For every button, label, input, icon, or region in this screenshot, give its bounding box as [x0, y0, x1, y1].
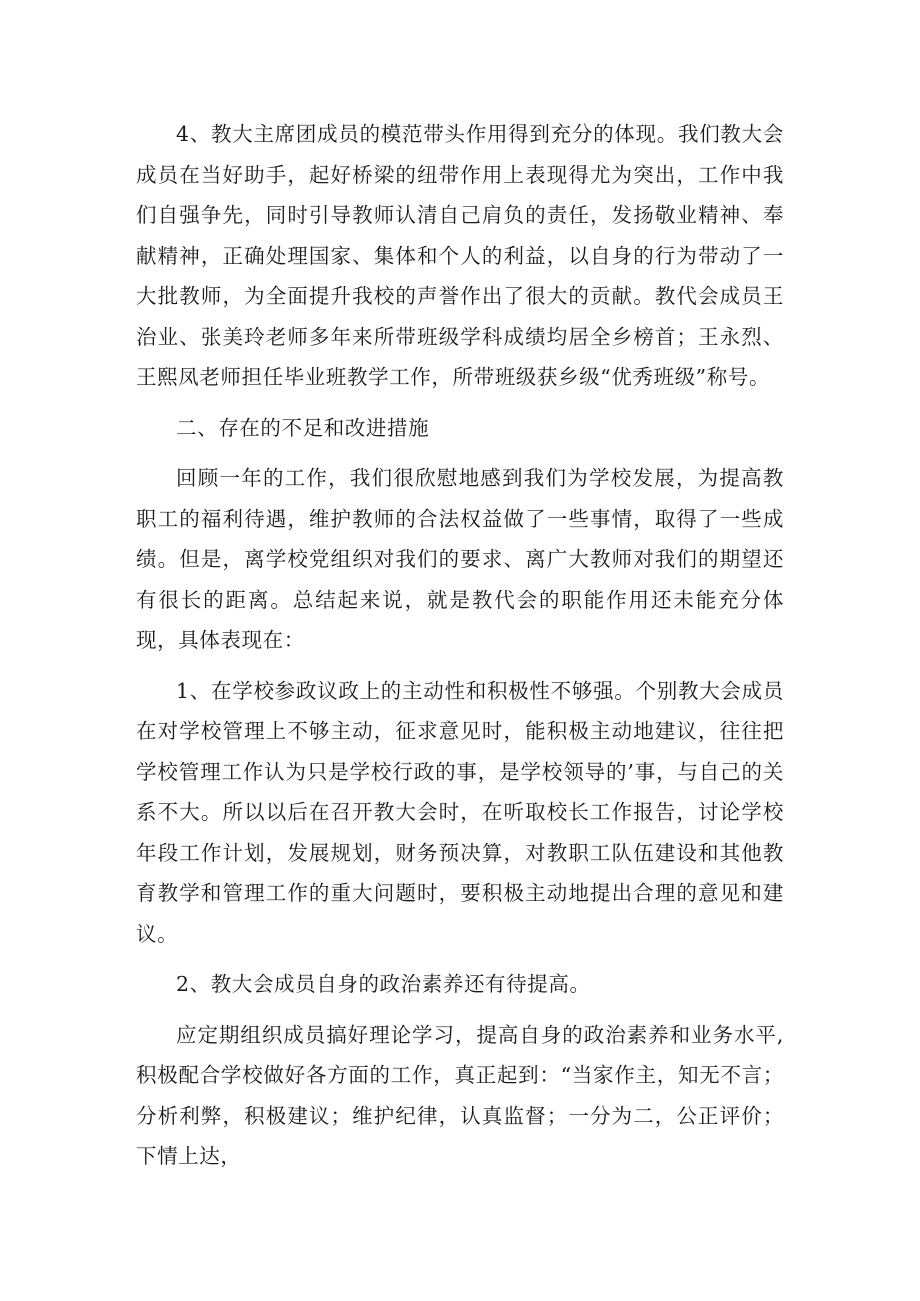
- document-body: [136, 114, 784, 1177]
- paragraph-point-2-political-literacy: 2、教大会成员自身的政治素养还有待提高。: [176, 972, 591, 996]
- paragraph-year-review: 回顾一年的工作，我们很欣慰地感到我们为学校发展，为提高教职工的福利待遇，维护教师的合法权益做了一些事情，取得了一些成绩。但是，离学校党组织对我们的要求、离广大教师对我们的期望还有很长的距离。总结起来说，就是教代会的职能作用还未能充分体现，具体表现在：: [136, 466, 784, 652]
- heading-shortcomings-and-improvements: 二、存在的不足和改进措施: [176, 415, 430, 440]
- paragraph-regular-study: 应定期组织成员搞好理论学习，提高自身的政治素养和业务水平,积极配合学校做好各方面的工作，真正起到：“当家作主，知无不言；分析利弊，积极建议；维护纪律，认真监督；一分为二，公正评价；下情上达，: [136, 1022, 784, 1168]
- paragraph-section-4-role-model: 4、教大主席团成员的模范带头作用得到充分的体现。我们教大会成员在当好助手，起好桥梁的纽带作用上表现得尤为突出，工作中我们自强争先，同时引导教师认清自己肩负的责任，发扬敬业精神、奉献精神，正确处理国家、集体和个人的利益，以自身的行为带动了一大批教师，为全面提升我校的声誉作出了很大的贡献。教代会成员王治业、张美玲老师多年来所带班级学科成绩均居全乡榜首；王永烈、王熙凤老师担任毕业班教学工作，所带班级获乡级“优秀班级”称号。: [136, 122, 784, 389]
- paragraph-point-1-participation: 1、在学校参政议政上的主动性和积极性不够强。个别教大会成员在对学校管理上不够主动，征求意见时，能积极主动地建议，往往把学校管理工作认为只是学校行政的事，是学校领导的’事，与自己的关系不大。所以以后在召开教大会时，在听取校长工作报告，讨论学校年段工作计划，发展规划，财务预决算，对教职工队伍建设和其他教育教学和管理工作的重大问题时，要积极主动地提出合理的意见和建议。: [136, 678, 784, 946]
